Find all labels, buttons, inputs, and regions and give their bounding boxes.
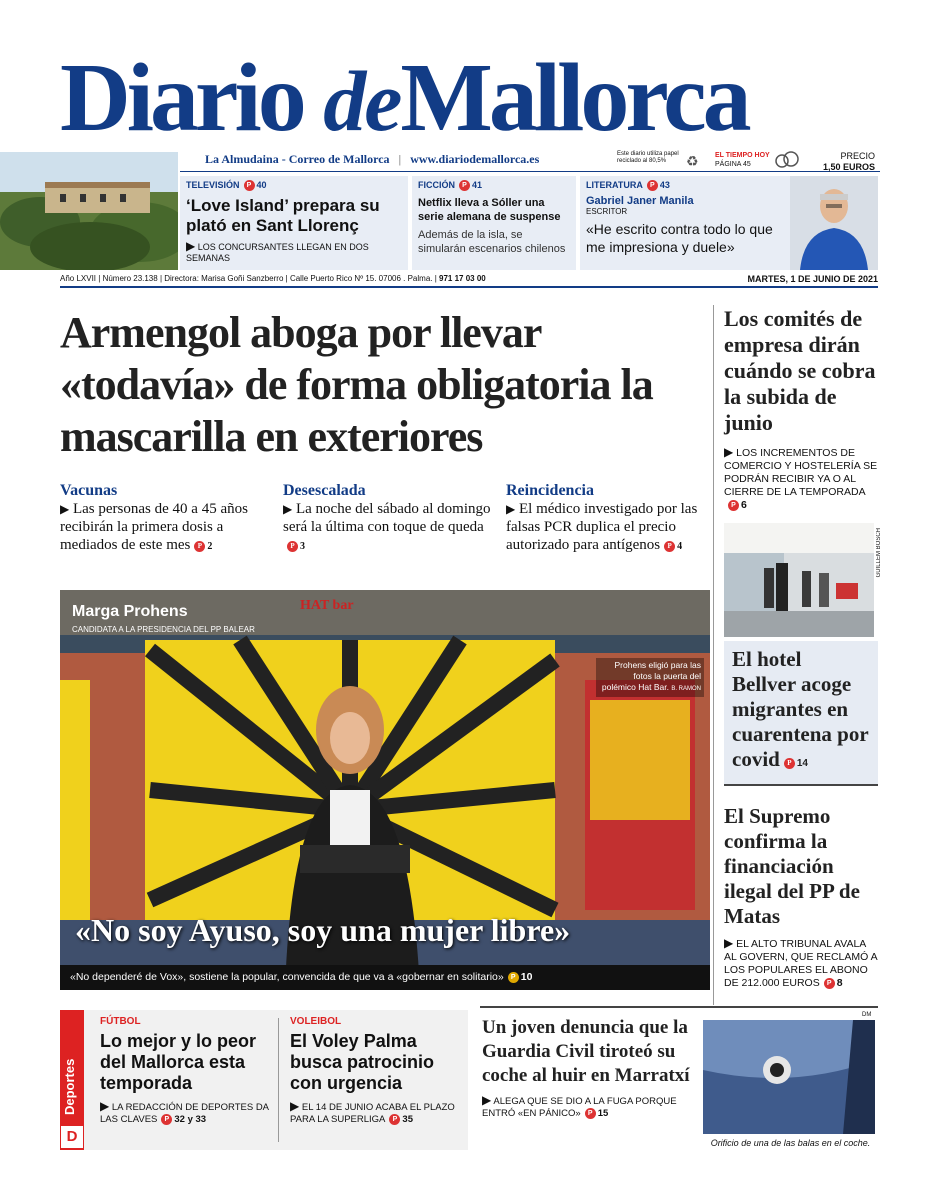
lead-sub-vacunas[interactable]: Vacunas ▶ Las personas de 40 a 45 años recibirán la primera dosis a mediados de este mes P 2 — [60, 482, 270, 556]
photo-quote: «No soy Ayuso, soy una mujer libre» — [75, 912, 571, 948]
info-number: Número 23.138 — [102, 274, 158, 283]
teaser-fiction-headline: Netflix lleva a Sóller una serie alemana de suspense — [418, 197, 561, 223]
photo-caption — [596, 658, 704, 697]
right-story-supremo[interactable]: El Supremo confirma la financiación ilegal del PP de Matas ▶ EL ALTO TRIBUNAL AVALA AL GOVERN, QUE RECLAMÓ A LOS POPULARES EL ABONO DE 212.000 EUROS P 8 — [724, 804, 880, 990]
sports-section: VOLEIBOL — [290, 1016, 342, 1027]
website-link[interactable]: www.diariodemallorca.es — [410, 152, 540, 166]
sports-divider — [278, 1018, 279, 1142]
right-story-detail: LOS INCREMENTOS DE COMERCIO Y HOSTELERÍA SE PODRÁN RECIBIR YA O AL CIERRE DE LA TEMPORADA — [724, 447, 878, 498]
lead-sub-label: Vacunas — [60, 482, 118, 499]
lead-sub-page: 4 — [677, 541, 683, 552]
photo-person-role: CANDIDATA A LA PRESIDENCIA DEL PP BALEAR — [72, 625, 255, 634]
lead-headline[interactable]: Armengol aboga por llevar «todavía» de forma obligatoria la mascarilla en exteriores — [60, 308, 653, 461]
sports-page: 35 — [402, 1114, 413, 1125]
recycle-icon: ♻ — [686, 153, 699, 169]
masthead-part2: de — [323, 53, 401, 149]
price-label: PRECIO — [840, 151, 875, 161]
lead-sub-reincidencia[interactable]: Reincidencia ▶ El médico investigado por las falsas PCR duplica el precio autorizado para antígenos P 4 — [506, 482, 716, 556]
info-director: Directora: Marisa Goñi Sanzberro — [164, 274, 284, 283]
bottom-photo-caption: Orificio de una de las balas en el coche. — [710, 1138, 871, 1148]
photo-credit: B. RAMON — [671, 686, 701, 692]
photo-caption-text: Prohens eligió para las fotos la puerta del polémico Hat Bar. — [601, 660, 701, 692]
info-phone: 971 17 03 00 — [439, 274, 486, 283]
price-value: 1,50 EUROS — [822, 162, 875, 172]
right-story-headline: Los comités de empresa dirán cuándo se cobra la subida de junio — [724, 306, 876, 435]
teaser-literature-role: ESCRITOR — [586, 207, 628, 216]
sports-item-voleibol[interactable]: VOLEIBOL El Voley Palma busca patrocinio con urgencia ▶ EL 14 DE JUNIO ACABA EL PLAZO PARA LA SUPERLIGA P 35 — [290, 1016, 460, 1126]
sports-tab-letter: D — [61, 1126, 83, 1148]
photo-person-name: Marga Prohens — [72, 603, 188, 620]
masthead-logo — [60, 44, 880, 152]
hotel-photo — [724, 523, 874, 637]
right-story-hotel[interactable]: El hotel Bellver acoge migrantes en cuarentena por covid P 14 — [724, 641, 878, 786]
right-story-comites[interactable]: Los comités de empresa dirán cuándo se cobra la subida de junio ▶ LOS INCREMENTOS DE COMERCIO Y HOSTELERÍA SE PODRÁN RECIBIR YA O AL CIERRE DE LA TEMPORADAP 6 — [724, 306, 880, 512]
bottom-photo-credit: DM — [862, 1012, 872, 1018]
landscape-photo — [0, 152, 178, 270]
teaser-tv-page: 40 — [256, 180, 267, 190]
sports-item-futbol[interactable]: FÚTBOL Lo mejor y lo peor del Mallorca esta temporada ▶ LA REDACCIÓN DE DEPORTES DA LAS CLAVES P 32 y 33 — [100, 1016, 269, 1125]
teaser-tv-detail: LOS CONCURSANTES LLEGAN EN DOS SEMANAS — [186, 242, 369, 263]
teaser-literature-author: Gabriel Janer Manila — [586, 195, 694, 207]
right-story-page: 8 — [836, 977, 843, 989]
lead-sub-page: 3 — [300, 541, 305, 552]
lead-sub-text: El médico investigado por las falsas PCR duplica el precio autorizado para antígenos — [506, 501, 698, 553]
sports-page: 32 y 33 — [174, 1114, 207, 1125]
masthead-part1: Diario — [60, 44, 324, 152]
photo-deck-page: 10 — [520, 971, 533, 983]
right-story-headline: El Supremo confirma la financiación ilegal del PP de Matas — [724, 804, 860, 928]
lead-sub-page: 2 — [207, 541, 213, 552]
right-divider — [713, 305, 714, 1005]
teaser-literature[interactable]: LITERATURA P 43 Gabriel Janer Manila ESCRITOR «He escrito contra todo lo que me impresiona y duele» — [580, 176, 878, 270]
teaser-fiction[interactable]: FICCIÓN P 41 Netflix lleva a Sóller una serie alemana de suspense Además de la isla, se simularán escenarios chilenos — [412, 176, 576, 270]
lead-sub-label: Desescalada — [283, 482, 366, 499]
teaser-fiction-detail: Además de la isla, se simularán escenarios chilenos — [418, 229, 566, 255]
bottom-detail: ALEGA QUE SE DIO A LA FUGA PORQUE ENTRÓ «EN PÁNICO» — [482, 1096, 677, 1119]
teaser-fiction-section: FICCIÓN — [418, 180, 455, 190]
tagline: La Almudaina - Correo de Mallorca — [205, 152, 390, 166]
photo-deck-text: «No dependeré de Vox», sostiene la popular, convencida de que va a «gobernar en solitario» — [70, 971, 504, 983]
lead-sub-text: La noche del sábado al domingo será la última con toque de queda — [283, 501, 491, 535]
bottom-headline: Un joven denuncia que la Guardia Civil tiroteó su coche al huir en Marratxí — [482, 1017, 690, 1086]
sports-detail: EL 14 DE JUNIO ACABA EL PLAZO PARA LA SUPERLIGA — [290, 1102, 455, 1125]
photo-sign: HAT bar — [300, 598, 354, 613]
lead-sub-desescalada[interactable]: Desescalada ▶ La noche del sábado al domingo será la última con toque de quedaP 3 — [283, 482, 493, 556]
teaser-tv-section: TELEVISIÓN — [186, 180, 240, 190]
right-story-page: 14 — [796, 758, 808, 769]
lead-sub-text: Las personas de 40 a 45 años recibirán la primera dosis a mediados de este mes — [60, 501, 248, 553]
teaser-literature-section: LITERATURA — [586, 180, 643, 190]
author-photo — [790, 176, 878, 270]
info-date: MARTES, 1 DE JUNIO DE 2021 — [747, 274, 878, 284]
weather-label: EL TIEMPO HOY — [715, 152, 770, 159]
teaser-literature-quote: «He escrito contra todo lo que me impresiona y duele» — [586, 221, 773, 255]
right-story-page: 6 — [741, 499, 747, 511]
right-story-headline: El hotel Bellver acoge migrantes en cuarentena por covid — [732, 647, 869, 771]
recycle-note: Este diario utiliza papel reciclado al 80,5% — [617, 151, 679, 164]
info-line: Año LXVII | Número 23.138 | Directora: Marisa Goñi Sanzberro | Calle Puerto Rico Nº 15. 07006 . Palma. | 971 17 03 00 MARTES, 1 DE JUNIO DE 2021 — [60, 274, 878, 288]
bottom-photo — [703, 1020, 875, 1134]
photo-deck: «No dependeré de Vox», sostiene la popular, convencida de que va a «gobernar en solitario» P 10 — [60, 965, 710, 990]
weather-page: PÁGINA 45 — [715, 161, 751, 168]
sports-section: FÚTBOL — [100, 1016, 141, 1027]
bottom-top-rule — [480, 1006, 878, 1008]
sports-detail: LA REDACCIÓN DE DEPORTES DA LAS CLAVES — [100, 1102, 269, 1125]
weather-icon — [774, 150, 800, 172]
masthead-part3: Mallorca — [400, 44, 748, 152]
lead-sub-label: Reincidencia — [506, 482, 594, 499]
teaser-literature-page: 43 — [659, 180, 670, 190]
teaser-fiction-page: 41 — [472, 180, 483, 190]
info-year: Año LXVII — [60, 274, 97, 283]
teaser-tv-headline: ‘Love Island’ prepara su plató en Sant Llorenç — [186, 196, 380, 235]
bottom-story[interactable]: Un joven denuncia que la Guardia Civil tiroteó su coche al huir en Marratxí ▶ ALEGA QUE SE DIO A LA FUGA PORQUE ENTRÓ «EN PÁNICO» P 15 — [482, 1016, 692, 1120]
right-story-detail: EL ALTO TRIBUNAL AVALA AL GOVERN, QUE RECLAMÓ A LOS POPULARES EL ABONO DE 212.000 EUROS — [724, 938, 878, 989]
bottom-page: 15 — [597, 1108, 609, 1119]
teaser-tv[interactable]: TELEVISIÓN P 40 ‘Love Island’ prepara su plató en Sant Llorenç ▶ LOS CONCURSANTES LLEGAN EN DOS SEMANAS — [180, 176, 408, 270]
sports-headline: El Voley Palma busca patrocinio con urgencia — [290, 1031, 435, 1093]
sports-tab-label: Deportes — [62, 1058, 77, 1115]
info-address: Calle Puerto Rico Nº 15. 07006 . Palma. — [289, 274, 433, 283]
hotel-photo-credit: GUILLEM BOSCH — [876, 528, 882, 578]
sports-headline: Lo mejor y lo peor del Mallorca esta temporada — [100, 1031, 257, 1093]
